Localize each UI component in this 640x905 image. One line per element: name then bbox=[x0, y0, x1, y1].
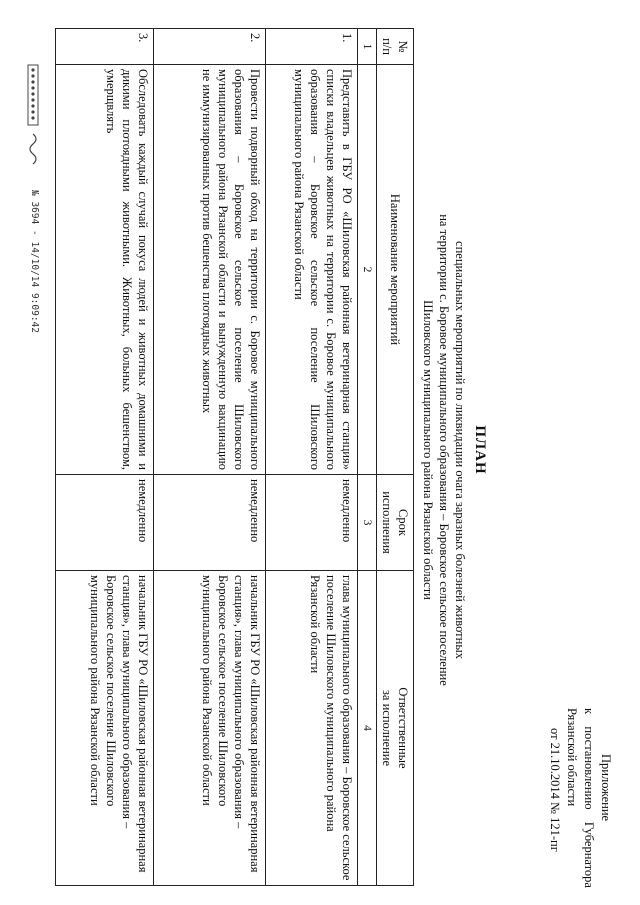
row-term: немедленно bbox=[154, 475, 266, 571]
registration-stamp-code: № 3694 - 14/10/14 9:09:42 bbox=[29, 190, 40, 333]
table-row bbox=[266, 29, 358, 886]
row-activity: Обследовать каждый случай покуса людей и животных домашними и дикими плотоядными животными. Животных, больных бешенством, умерщвлять bbox=[56, 65, 154, 475]
registration-stamp-mark bbox=[26, 64, 40, 174]
table-row bbox=[56, 29, 154, 886]
appendix-k: к bbox=[582, 708, 596, 715]
row-number: 2. bbox=[154, 29, 266, 65]
header-term: Срок исполнения bbox=[377, 475, 414, 571]
column-number: 1 bbox=[358, 29, 377, 65]
header-activity: Наименование мероприятий bbox=[377, 65, 414, 475]
row-responsible: начальник ГБУ РО «Шиловская районная ветеринарная станция», глава муниципального образования – Боровское сельское поселение Шиловского муниципального района Рязанской области bbox=[56, 571, 154, 886]
row-activity: Провести подворный обход на территории с. Боровое муниципального образования – Боровское сельское поселение Шиловского муниципального района Рязанской области и вынужденную вакцинацию не иммунизированных против бешенства плотоядных животных bbox=[154, 65, 266, 475]
row-responsible: начальник ГБУ РО «Шиловская районная ветеринарная станция», глава муниципального образования – Боровское сельское поселение Шиловского муниципального района Рязанской области bbox=[154, 571, 266, 886]
table-header-row bbox=[377, 29, 414, 886]
row-number: 3. bbox=[56, 29, 154, 65]
header-responsible: Ответственные за исполнение bbox=[377, 571, 414, 886]
appendix-date-number: от 21.10.2014 № 121-пг bbox=[548, 728, 562, 852]
row-term: немедленно bbox=[266, 475, 358, 571]
row-activity: Представить в ГБУ РО «Шиловская районная ветеринарная станция» списки владельцев животных на территории с. Боровое муниципального образования – Боровское сельское поселение Шиловского муниципального района Рязанской области bbox=[266, 65, 358, 475]
header-num: № п/п bbox=[377, 29, 414, 65]
table-row bbox=[154, 29, 266, 886]
plan-title: ПЛАН bbox=[472, 425, 488, 475]
column-number: 2 bbox=[358, 65, 377, 475]
plan-subtitle bbox=[420, 120, 468, 780]
plan-subtitle-line-3: Шиловского муниципального района Рязанской области bbox=[421, 300, 435, 600]
column-number: 4 bbox=[358, 571, 377, 886]
column-number: 3 bbox=[358, 475, 377, 571]
appendix-governor-word: Губернатора bbox=[582, 821, 596, 888]
plan-subtitle-line-2: на территории с. Боровое муниципального образования – Боровское сельское поселение bbox=[437, 214, 451, 686]
column-numbers-row bbox=[358, 29, 377, 886]
appendix-resolution-line bbox=[580, 708, 597, 888]
plan-table bbox=[55, 28, 414, 886]
row-term: немедленно bbox=[56, 475, 154, 571]
appendix-resolution-word: постановлению bbox=[582, 726, 596, 810]
appendix-region: Рязанской области bbox=[565, 708, 579, 807]
row-responsible: глава муниципального образования – Боровское сельское поселение Шиловского муниципального района Рязанской области bbox=[266, 571, 358, 886]
appendix-title: Приложение bbox=[599, 754, 613, 822]
plan-subtitle-line-1: специальных мероприятий по ликвидации очага заразных болезней животных bbox=[453, 241, 467, 659]
row-number: 1. bbox=[266, 29, 358, 65]
appendix-block bbox=[546, 708, 614, 888]
